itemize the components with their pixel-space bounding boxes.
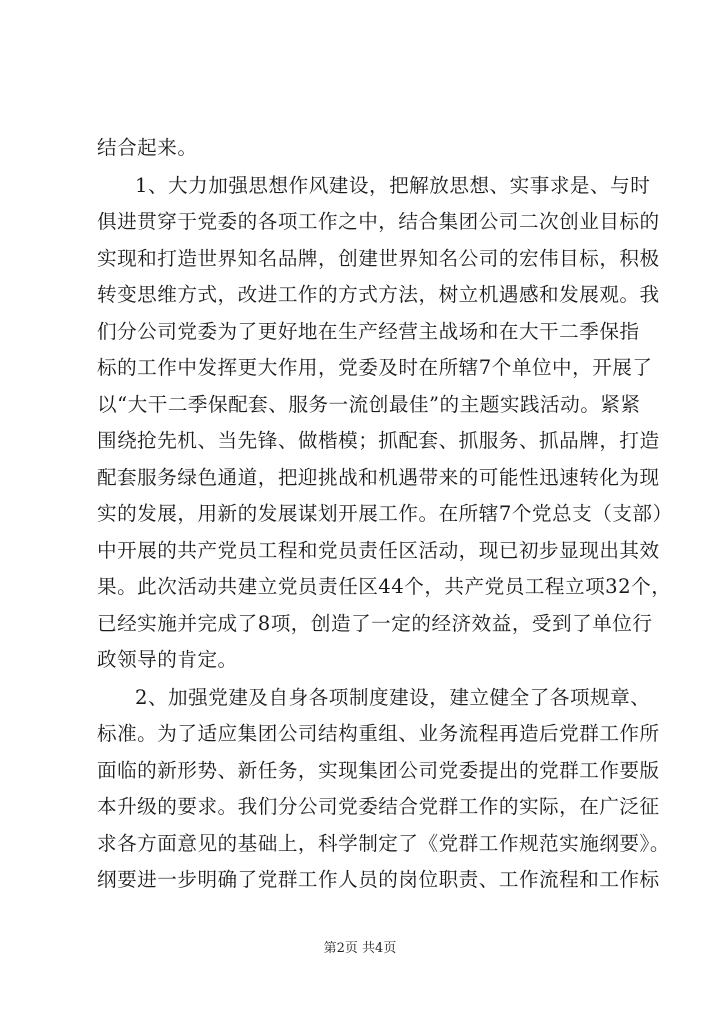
text-line: 实的发展，用新的发展谋划开展工作。在所辖7个党总支（支部） (97, 502, 673, 525)
text-line: 已经实施并完成了8项，创造了一定的经济效益，受到了单位行 (97, 612, 653, 635)
text-line: 们分公司党委为了更好地在生产经营主战场和在大干二季保指 (97, 320, 640, 343)
text-line: 2、加强党建及自身各项制度建设，建立健全了各项规章、 (135, 686, 651, 709)
text-line: 求各方面意见的基础上，科学制定了《党群工作规范实施纲要》。 (97, 832, 670, 855)
page-number-footer: 第2页 共4页 (323, 941, 397, 956)
text-line: 俱进贯穿于党委的各项工作之中，结合集团公司二次创业目标的 (97, 210, 660, 233)
text-line: 中开展的共产党员工程和党员责任区活动，现已初步显现出其效 (97, 539, 660, 562)
text-line: 面临的新形势、新任务，实现集团公司党委提出的党群工作要版 (97, 759, 660, 782)
text-line: 标的工作中发挥更大作用，党委及时在所辖7个单位中，开展了 (97, 356, 653, 379)
text-line: 本升级的要求。我们分公司党委结合党群工作的实际，在广泛征 (97, 795, 660, 818)
text-line: 政领导的肯定。 (97, 648, 238, 671)
text-line: 1、大力加强思想作风建设，把解放思想、实事求是、与时 (135, 174, 651, 197)
text-line: 转变思维方式，改进工作的方式方法，树立机遇感和发展观。我 (97, 283, 660, 306)
text-line: 果。此次活动共建立党员责任区44个，共产党员工程立项32个， (97, 575, 672, 598)
text-line: 标准。为了适应集团公司结构重组、业务流程再造后党群工作所 (97, 722, 660, 745)
text-line: 围绕抢先机、当先锋、做楷模；抓配套、抓服务、抓品牌，打造 (97, 429, 660, 452)
text-line: 纲要进一步明确了党群工作人员的岗位职责、工作流程和工作标 (97, 868, 660, 891)
text-line: 实现和打造世界知名品牌，创建世界知名公司的宏伟目标，积极 (97, 247, 660, 270)
text-line: 配套服务绿色通道，把迎挑战和机遇带来的可能性迅速转化为现 (97, 466, 660, 489)
text-line: 结合起来。 (97, 136, 198, 159)
text-line: 以“大干二季保配套、服务一流创最佳”的主题实践活动。紧紧 (97, 393, 641, 416)
